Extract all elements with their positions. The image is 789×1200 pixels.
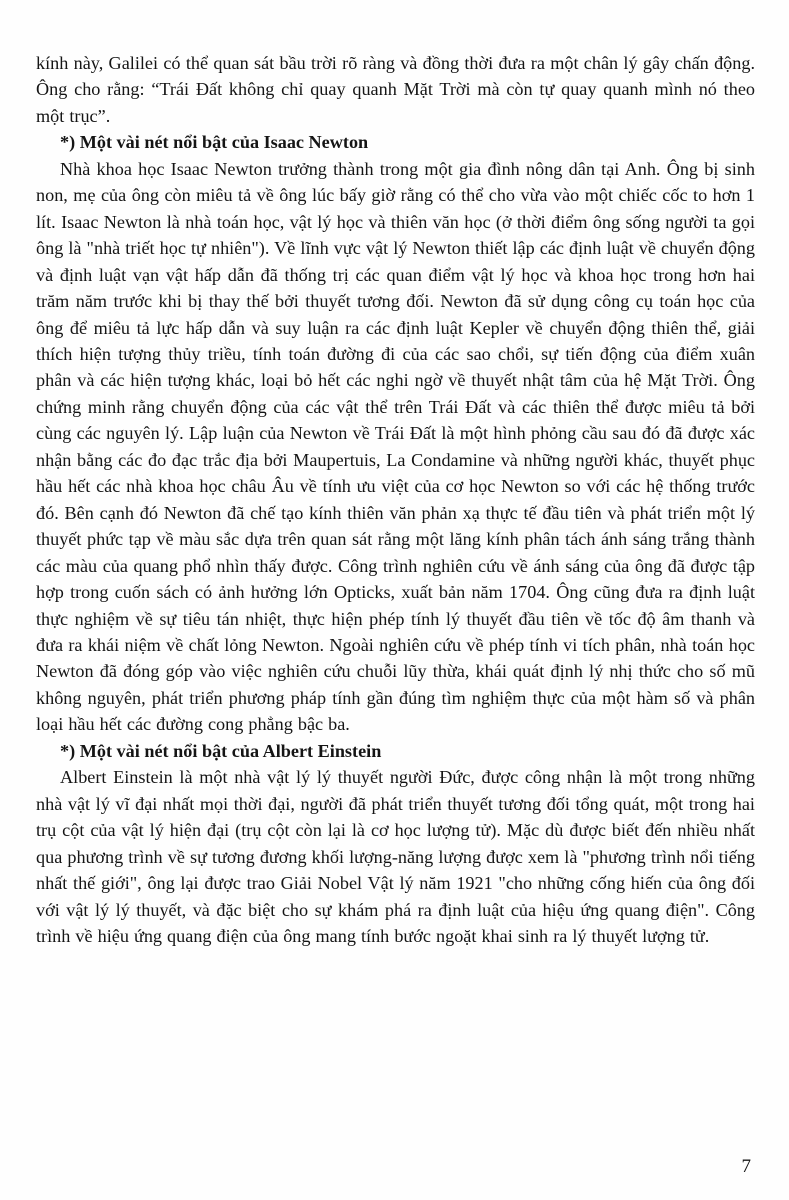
heading-albert-einstein: *) Một vài nét nổi bật của Albert Einstein xyxy=(60,740,382,761)
text-column xyxy=(36,50,755,949)
page-number: 7 xyxy=(741,1156,751,1177)
paragraph-isaac-newton: Nhà khoa học Isaac Newton trưởng thành trong một gia đình nông dân tại Anh. Ông bị sinh non, mẹ của ông còn miêu tả về ông lúc bấy giờ rằng có thể cho vừa vào một chiếc cốc to hơn 1 lít. Isaac Newton là nhà toán học, vật lý học và thiên văn học (ở thời điểm ông sống người ta gọi ông là "nhà triết học tự nhiên"). Về lĩnh vực vật lý Newton thiết lập các định luật về chuyển động và định luật vạn vật hấp dẫn đã thống trị các quan điểm vật lý học và khoa học trong hơn hai trăm năm trước khi bị thay thế bởi thuyết tương đối. Newton đã sử dụng công cụ toán học của ông để miêu tả lực hấp dẫn và suy luận ra các định luật Kepler về chuyển động thiên thể, giải thích hiện tượng thủy triều, tính toán đường đi của các sao chổi, sự tiến động của điểm xuân phân và các hiện tượng khác, loại bỏ hết các nghi ngờ về thuyết nhật tâm của hệ Mặt Trời. Ông chứng minh rằng chuyển động của các vật thể trên Trái Đất và các thiên thể được miêu tả bởi cùng các nguyên lý. Lập luận của Newton về Trái Đất là một hình phỏng cầu sau đó đã được xác nhận bằng các đo đạc trắc địa bởi Maupertuis, La Condamine và những người khác, thuyết phục hầu hết các nhà khoa học châu Âu về tính ưu việt của cơ học Newton so với các hệ thống trước đó. Bên cạnh đó Newton đã chế tạo kính thiên văn phản xạ thực tế đầu tiên và phát triển một lý thuyết phức tạp về màu sắc dựa trên quan sát rằng một lăng kính phân tách ánh sáng trắng thành các màu của quang phổ nhìn thấy được. Công trình nghiên cứu về ánh sáng của ông đã được tập hợp trong cuốn sách có ảnh hưởng lớn Opticks, xuất bản năm 1704. Ông cũng đưa ra định luật thực nghiệm về sự tiêu tán nhiệt, thực hiện phép tính lý thuyết đầu tiên về tốc độ âm thanh và đưa ra khái niệm về chất lỏng Newton. Ngoài nghiên cứu về phép tính vi tích phân, nhà toán học Newton đã đóng góp vào việc nghiên cứu chuỗi lũy thừa, khái quát định lý nhị thức cho số mũ không nguyên, phát triển phương pháp tính gần đúng tìm nghiệm thực của một hàm số và phân loại hầu hết các đường cong phẳng bậc ba. xyxy=(36,158,755,735)
heading-isaac-newton: *) Một vài nét nổi bật của Isaac Newton xyxy=(60,132,369,153)
paragraph-albert-einstein: Albert Einstein là một nhà vật lý lý thuyết người Đức, được công nhận là một trong những nhà vật lý vĩ đại nhất mọi thời đại, người đã phát triển thuyết tương đối tổng quát, một trong hai trụ cột của vật lý hiện đại (trụ cột còn lại là cơ học lượng tử). Mặc dù được biết đến nhiều nhất qua phương trình về sự tương đương khối lượng-năng lượng được xem là "phương trình nổi tiếng nhất thế giới", ông lại được trao Giải Nobel Vật lý năm 1921 "cho những cống hiến của ông đối với vật lý lý thuyết, và đặc biệt cho sự khám phá ra định luật của hiệu ứng quang điện". Công trình về hiệu ứng quang điện của ông mang tính bước ngoặt khai sinh ra lý thuyết lượng tử. xyxy=(36,767,755,946)
paragraph-galilei-continuation: kính này, Galilei có thể quan sát bầu trời rõ ràng và đồng thời đưa ra một chân lý gây chấn động. Ông cho rằng: “Trái Đất không chỉ quay quanh Mặt Trời mà còn tự quay quanh mình nó theo một trục”. xyxy=(36,53,755,126)
